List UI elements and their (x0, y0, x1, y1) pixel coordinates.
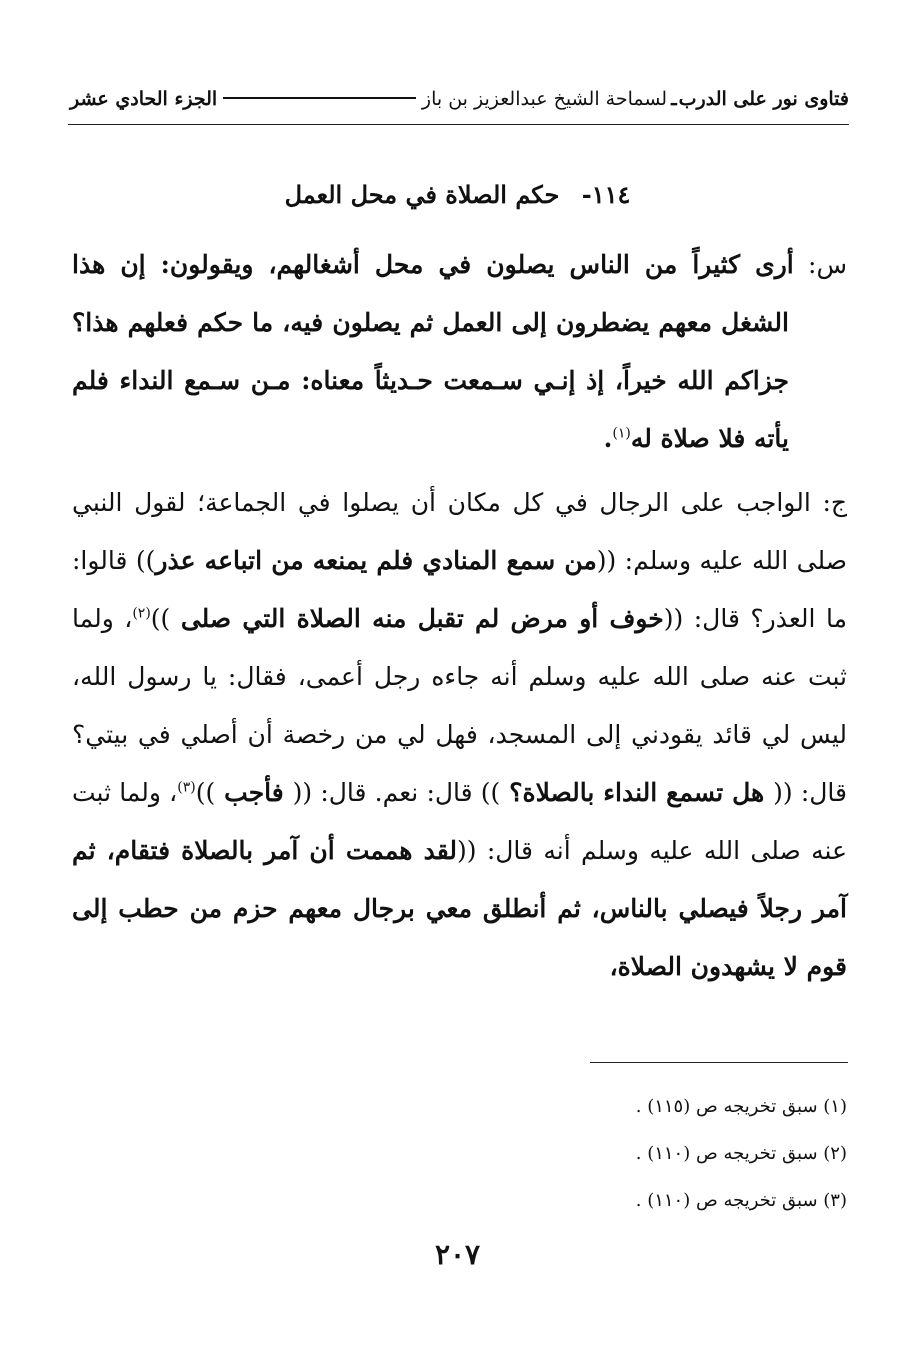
answer-text-6: )) (195, 778, 216, 807)
hadith-quote-2: خوف أو مرض لم تقبل منه الصلاة التي صلى (180, 604, 664, 633)
question-marker: س: (808, 250, 847, 279)
section-number: ١١٤- (581, 180, 631, 209)
question-text: أرى كثيراً من الناس يصلون في محل أشغالهم، ويقولون: إن هذا الشغل معهم يضطرون إلى العمل ثم يصلون فيه، ما حكم فعلهم هذا؟ جزاكم الله خيراً، إذ إنـي سـمعت حـديثاً معناه: مـن سـمع النداء فلم يأته فلا صلاة له (72, 250, 794, 453)
answer-text-1: الواجب على الرجال في كل مكان أن يصلوا في الجماعة؛ لقول النبي صلى الله عليه وسلم: (( (72, 488, 847, 575)
hadith-quote-5: لقد هممت أن آمر بالصلاة فتقام، ثم آمر رجلاً فيصلي بالناس، ثم أنطلق معي برجال معهم حزم من حطب إلى قوم لا يشهدون الصلاة، (72, 836, 847, 981)
footnote-ref-1: (١) (612, 425, 631, 442)
question-end: . (603, 424, 613, 453)
footnote-2: (٢) سبق تخريجه ص (١١٠) . (635, 1143, 847, 1164)
answer-text-4: ، ولما ثبت عنه صلى الله عليه وسلم أنه جاءه رجل أعمى، فقال: يا رسول الله، ليس لي قائد يقودني إلى المسجد، فهل لي من رخصة أن أصلي في بيتي؟ قال: (( (72, 604, 847, 807)
footnote-ref-2: (٢) (132, 605, 151, 622)
footnote-ref-3: (٣) (177, 779, 196, 796)
answer-text-2: )) قالوا: ما العذر؟ قال: (( (72, 546, 847, 633)
header-leader-line (223, 97, 416, 99)
footnotes (636, 1083, 847, 1224)
hadith-quote-4: فأجب (215, 778, 293, 807)
header-dash: ـ (671, 88, 677, 110)
book-title: فتاوى نور على الدرب (678, 88, 849, 110)
footnote-separator (590, 1062, 848, 1063)
section-title: حكم الصلاة في محل العمل (284, 180, 560, 209)
question-paragraph (72, 236, 847, 468)
answer-text-3: )) (150, 604, 181, 633)
section-heading (0, 180, 915, 209)
header-rule (68, 124, 849, 125)
author-name: لسماحة الشيخ عبدالعزيز بن باز (421, 88, 668, 110)
hadith-quote-1: من سمع المنادي فلم يمنعه من اتباعه عذر (155, 546, 597, 575)
answer-text-7: ، ولما ثبت عنه صلى الله عليه وسلم أنه قال: (( (72, 778, 847, 865)
running-header (70, 88, 849, 110)
footnote-3: (٣) سبق تخريجه ص (١١٠) . (635, 1190, 847, 1211)
answer-text-5: )) قال: نعم. قال: (( (292, 778, 501, 807)
answer-paragraph (72, 474, 847, 996)
hadith-quote-3: هل تسمع النداء بالصلاة؟ (500, 778, 774, 807)
volume-label: الجزء الحادي عشر (70, 88, 218, 110)
footnote-1: (١) سبق تخريجه ص (١١٥) . (635, 1096, 847, 1117)
page-number: ٢٠٧ (434, 1238, 481, 1271)
answer-marker: ج: (822, 488, 847, 517)
